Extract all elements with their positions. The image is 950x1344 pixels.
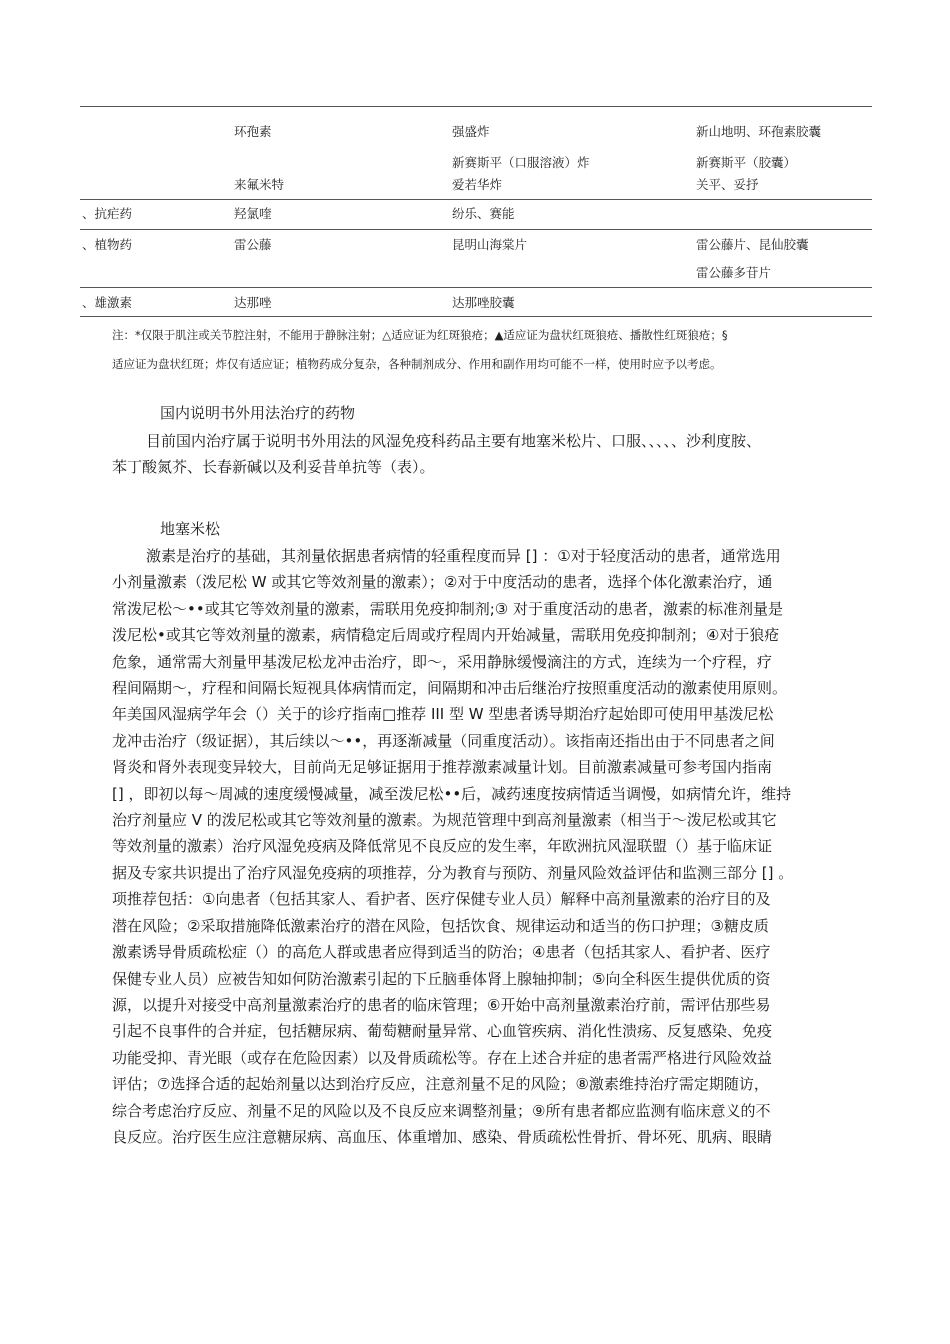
section-heading: 国内说明书外用法治疗的药物 bbox=[160, 404, 356, 422]
text-line: 目前国内治疗属于说明书外用法的风湿免疫科药品主要有地塞米松片、口服、、、、、沙利度胺、 bbox=[146, 432, 762, 450]
section-paragraph bbox=[112, 543, 872, 1150]
table-cell: 、雄激素 bbox=[82, 295, 133, 310]
table-cell: 来氟米特 bbox=[234, 177, 285, 192]
section-paragraph bbox=[112, 428, 872, 481]
table-row bbox=[80, 230, 872, 258]
table-row bbox=[80, 153, 872, 175]
text-line: 年美国风湿病学年会（）关于的诊疗指南□推荐 III 型 W 型患者诱导期治疗起始即可使用甲基泼尼松 bbox=[112, 705, 774, 724]
table-row bbox=[80, 107, 872, 153]
table-row bbox=[80, 175, 872, 199]
table-cell: 新赛斯平（口服溶液）炸 bbox=[452, 155, 590, 170]
text-line: 激素是治疗的基础，其剂量依据患者病情的轻重程度而异 [] ：①对于轻度活动的患者，通常选用 bbox=[146, 547, 781, 565]
section-heading: 地塞米松 bbox=[160, 520, 221, 538]
text-line: 小剂量激素（泼尼松 W 或其它等效剂量的激素）；②对于中度活动的患者，选择个体化激素治疗，通 bbox=[112, 573, 773, 592]
text-line: 潜在风险；②采取措施降低激素治疗的潜在风险，包括饮食、规律运动和适当的伤口护理；③糖皮质 bbox=[112, 916, 769, 935]
drug-table bbox=[80, 106, 872, 317]
table-cell: 、抗疟药 bbox=[82, 206, 133, 221]
text-line: 龙冲击治疗（级证据），其后续以〜••，再逐渐减量（同重度活动）。该指南还指出由于不同患者之间 bbox=[112, 731, 775, 750]
text-line: 常泼尼松〜••或其它等效剂量的激素，需联用免疫抑制剂;③ 对于重度活动的患者，激素的标准剂量是 bbox=[112, 599, 783, 618]
table-cell: 达那唑 bbox=[234, 295, 272, 310]
table-row bbox=[80, 288, 872, 316]
table-cell: 、植物药 bbox=[82, 237, 133, 252]
table-cell: 雷公藤 bbox=[234, 237, 272, 252]
text-line: 肾炎和肾外表现变异较大，目前尚无足够证据用于推荐激素减量计划。目前激素减量可参考国内指南 bbox=[112, 758, 773, 777]
text-line: 引起不良事件的合并症，包括糖尿病、葡萄糖耐量异常、心血管疾病、消化性溃疡、反复感染、免疫 bbox=[112, 1022, 773, 1041]
text-line: 苯丁酸氮芥、长春新碱以及利妥昔单抗等（表）。 bbox=[112, 458, 435, 477]
table-cell: 新山地明、环孢素胶囊 bbox=[696, 124, 822, 139]
table-cell: 关平、妥抒 bbox=[696, 177, 759, 192]
text-line: 项推荐包括：①向患者（包括其家人、看护者、医疗保健专业人员）解释中高剂量激素的治疗目的及 bbox=[112, 890, 771, 909]
text-line: 源，以提升对接受中高剂量激素治疗的患者的临床管理；⑥开始中高剂量激素治疗前，需评估那些易 bbox=[112, 995, 771, 1014]
table-row bbox=[80, 200, 872, 229]
table-note: 适应证为盘状红斑；炸仅有适应证；植物药成分复杂，各种制剂成分、作用和副作用均可能不一样，使用时应予以考虑。 bbox=[112, 357, 722, 371]
table-bottom-rule bbox=[80, 316, 872, 317]
table-row bbox=[80, 258, 872, 287]
table-cell: 昆明山海棠片 bbox=[452, 237, 528, 252]
table-cell: 新赛斯平（胶囊） bbox=[696, 155, 797, 170]
text-line: 激素诱导骨质疏松症（）的高危人群或患者应得到适当的防治；④患者（包括其家人、看护者、医疗 bbox=[112, 943, 771, 962]
text-line: 危象，通常需大剂量甲基泼尼松龙冲击治疗，即〜，采用静脉缓慢滴注的方式，连续为一个疗程，疗 bbox=[112, 652, 773, 671]
text-line: 保健专业人员）应被告知如何防治激素引起的下丘脑垂体肾上腺轴抑制；⑤向全科医生提供优质的资 bbox=[112, 969, 771, 988]
text-line: 评估；⑦选择合适的起始剂量以达到治疗反应，注意剂量不足的风险；⑧激素维持治疗需定期随访， bbox=[112, 1075, 769, 1094]
text-line: 良反应。治疗医生应注意糖尿病、高血压、体重增加、感染、骨质疏松性骨折、骨坏死、肌病、眼睛 bbox=[112, 1127, 773, 1146]
table-cell: 强盛炸 bbox=[452, 124, 490, 139]
text-line: 治疗剂量应 V 的泼尼松或其它等效剂量的激素。为规范管理中到高剂量激素（相当于〜泼尼松或其它 bbox=[112, 811, 777, 830]
table-cell: 环孢素 bbox=[234, 124, 272, 139]
text-line: 功能受抑、青光眼（或存在危险因素）以及骨质疏松等。存在上述合并症的患者需严格进行风险效益 bbox=[112, 1048, 773, 1067]
text-line: 程间隔期〜，疗程和间隔长短视具体病情而定，间隔期和冲击后继治疗按照重度活动的激素使用原则。 bbox=[112, 679, 788, 698]
table-cell: 雷公藤多苷片 bbox=[696, 265, 772, 280]
text-line: 等效剂量的激素）治疗风湿免疫病及降低常见不良反应的发生率，年欧洲抗风湿联盟（）基于临床证 bbox=[112, 837, 773, 856]
table-cell: 纷乐、赛能 bbox=[452, 206, 515, 221]
table-cell: 雷公藤片、昆仙胶囊 bbox=[696, 237, 809, 252]
text-line: 泼尼松•或其它等效剂量的激素，病情稳定后周或疗程周内开始减量，需联用免疫抑制剂；④对于狼疮 bbox=[112, 626, 780, 645]
table-cell: 羟氯喹 bbox=[234, 206, 272, 221]
text-line: 综合考虑治疗反应、剂量不足的风险以及不良反应来调整剂量；⑨所有患者都应监测有临床意义的不 bbox=[112, 1101, 771, 1120]
text-line: 据及专家共识提出了治疗风湿免疫病的项推荐，分为教育与预防、剂量风险效益评估和监测三部分 [] 。 bbox=[112, 863, 794, 882]
table-cell: 爱若华炸 bbox=[452, 177, 503, 192]
table-note: 注：*仅限于肌注或关节腔注射，不能用于静脉注射；△适应证为红斑狼疮；▲适应证为盘状红斑狼疮、播散性红斑狼疮；§ bbox=[112, 328, 728, 342]
text-line: [] ，即初以每〜周减的速度缓慢减量，减至泼尼松••后，减药速度按病情适当调慢，如病情允许，维持 bbox=[112, 784, 792, 803]
table-cell: 达那唑胶囊 bbox=[452, 295, 515, 310]
